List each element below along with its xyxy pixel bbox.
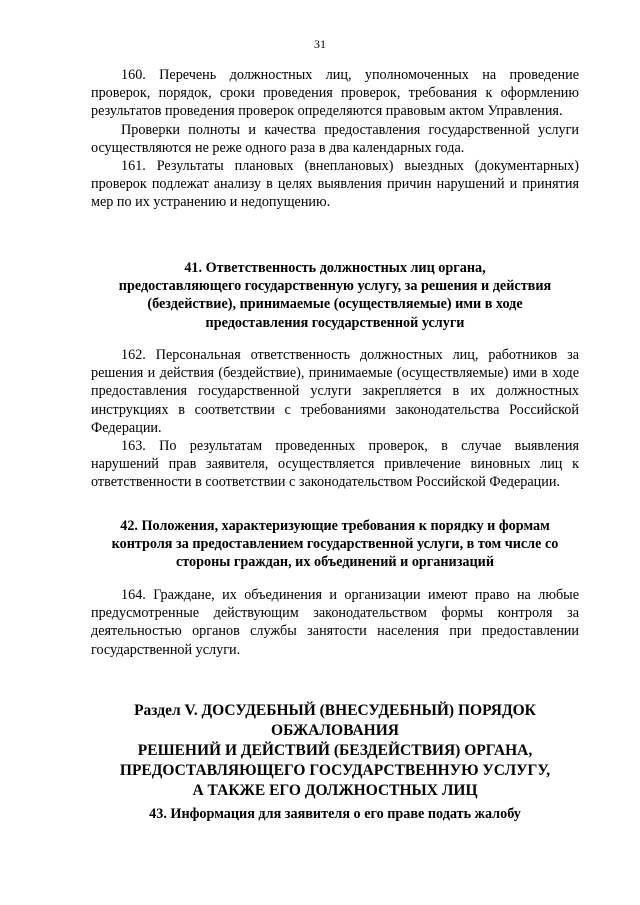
section-v-line: РЕШЕНИЙ И ДЕЙСТВИЙ (БЕЗДЕЙСТВИЯ) ОРГАНА,: [137, 742, 533, 759]
heading-43: 43. Информация для заявителя о его праве подать жалобу: [149, 806, 521, 822]
section-v-line: ПРЕДОСТАВЛЯЮЩЕГО ГОСУДАРСТВЕННУЮ УСЛУГУ,: [119, 762, 551, 779]
paragraph-block-164: [91, 586, 579, 659]
heading-42-line: контроля за предоставлением государственной услуги, в том числе со: [111, 536, 559, 553]
heading-42: [91, 517, 579, 572]
section-v-line: Раздел V. ДОСУДЕБНЫЙ (ВНЕСУДЕБНЫЙ) ПОРЯДОК: [134, 702, 536, 719]
paragraph-163: 163. По результатам проведенных проверок, в случае выявления нарушений прав заявителя, осуществляется привлечение виновных лиц к ответственности в соответствии с законодательством Российской Федерации.: [91, 438, 579, 491]
heading-42-line: 42. Положения, характеризующие требования к порядку и формам: [120, 518, 550, 534]
paragraph-162: 162. Персональная ответственность должностных лиц, работников за решения и действия (бездействие), принимаемые (осуществляемые) ими в ходе предоставления государственной услуги закрепляется в их должностных инструкциях в соответствии с требованиями законодательства Российской Федерации.: [91, 347, 579, 436]
paragraph-inspection-frequency: Проверки полноты и качества предоставления государственной услуги осуществляются не реже одного раза в два календарных года.: [91, 121, 579, 156]
heading-41-line: 41. Ответственность должностных лиц органа,: [184, 260, 486, 276]
section-v-heading: [91, 701, 579, 801]
section-v-line: ОБЖАЛОВАНИЯ: [271, 722, 399, 739]
heading-42-line: стороны граждан, их объединений и организаций: [175, 554, 495, 571]
heading-41: [91, 259, 579, 332]
paragraph-160: 160. Перечень должностных лиц, уполномоченных на проведение проверок, порядок, сроки проведения проверок, требования к оформлению результатов проведения проверок определяются правовым актом Управления.: [91, 67, 579, 120]
heading-41-line: предоставляющего государственную услугу, за решения и действия: [118, 278, 552, 295]
paragraph-block-160-161: [91, 66, 579, 212]
section-v-line: А ТАКЖЕ ЕГО ДОЛЖНОСТНЫХ ЛИЦ: [192, 782, 478, 799]
paragraph-block-162-163: [91, 346, 579, 492]
page-number: 31: [314, 37, 326, 51]
paragraph-161: 161. Результаты плановых (внеплановых) выездных (документарных) проверок подлежат анализу в целях выявления причин нарушений и принятия мер по их устранению и недопущению.: [91, 158, 579, 211]
paragraph-164: 164. Граждане, их объединения и организации имеют право на любые предусмотренные действующим законодательством формы контроля за деятельностью органов службы занятости населения при предоставлении государственной услуги.: [91, 587, 579, 658]
heading-41-line: (бездействие), принимаемые (осуществляемые) ими в ходе: [147, 296, 523, 313]
heading-41-line: предоставления государственной услуги: [205, 314, 465, 331]
